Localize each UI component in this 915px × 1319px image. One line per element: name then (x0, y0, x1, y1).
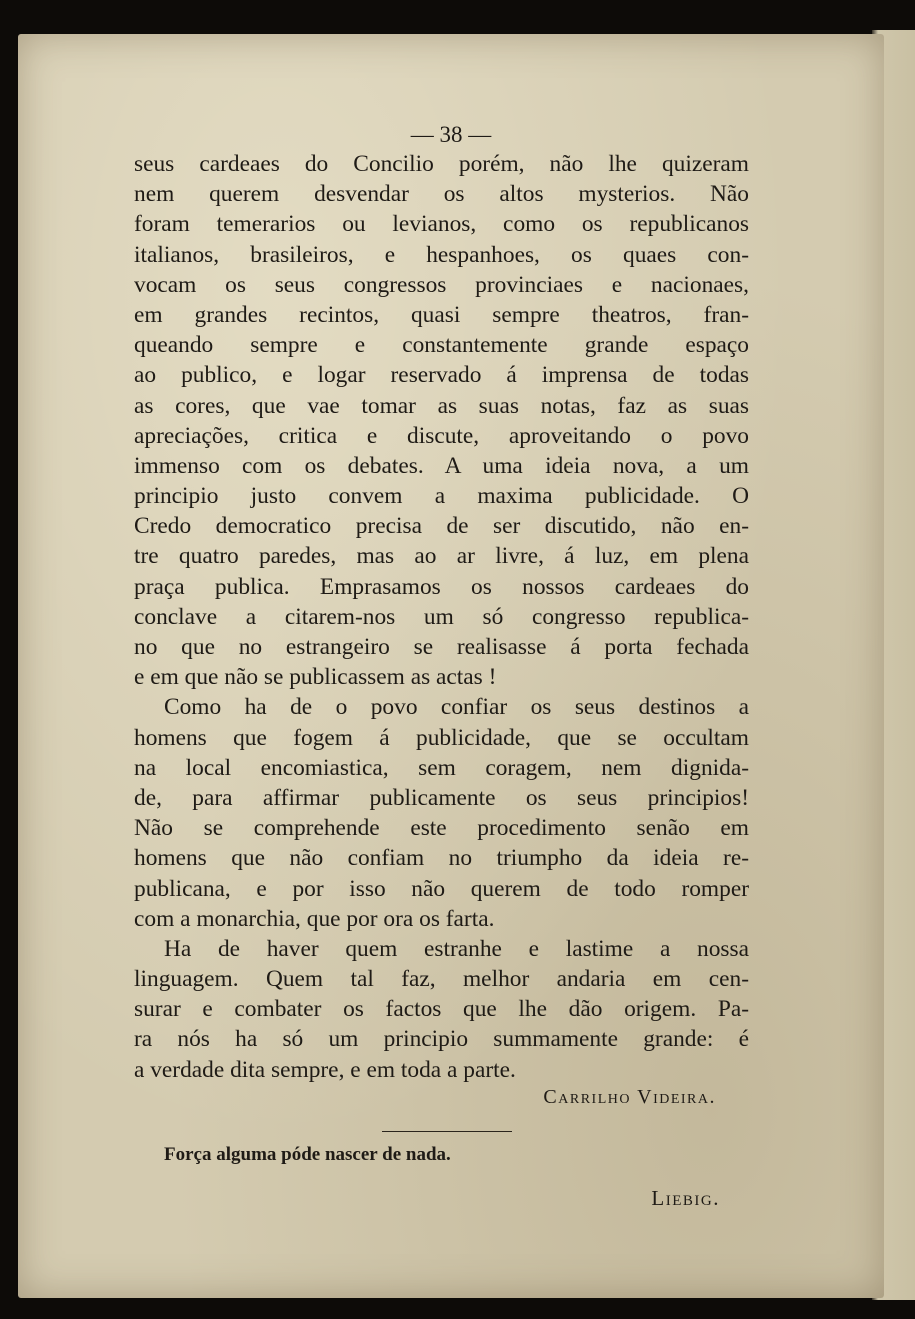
book-page (18, 34, 884, 1298)
text-line: queando sempre e constantemente grande espaço (134, 332, 749, 359)
text-line: foram temerarios ou levianos, como os republicanos (134, 211, 749, 238)
text-line: a verdade dita sempre, e em toda a parte. (134, 1056, 516, 1083)
text-line: Ha de haver quem estranhe e lastime a nossa (164, 935, 749, 962)
text-line: na local encomiastica, sem coragem, nem dignida- (134, 754, 749, 781)
separator-rule (382, 1131, 512, 1132)
body-text (134, 149, 749, 1085)
text-line: de, para affirmar publicamente os seus principios! (134, 784, 749, 811)
text-line: linguagem. Quem tal faz, melhor andaria em cen- (134, 966, 749, 993)
page-number: — 38 — (410, 122, 492, 147)
text-line: conclave a citarem-nos um só congresso republica- (134, 603, 749, 630)
text-line: Credo democratico precisa de ser discutido, não en- (134, 513, 749, 540)
text-line: em grandes recintos, quasi sempre theatros, fran- (134, 301, 749, 328)
text-line: publicana, e por isso não querem de todo romper (134, 875, 749, 902)
text-line: apreciações, critica e discute, aproveitando o povo (134, 422, 749, 449)
epigraph-quote: Força alguma póde nascer de nada. (164, 1144, 451, 1165)
text-line: com a monarchia, que por ora os farta. (134, 905, 495, 932)
text-line: as cores, que vae tomar as suas notas, faz as suas (134, 392, 749, 419)
text-line: ao publico, e logar reservado á imprensa de todas (134, 362, 749, 389)
text-line: praça publica. Emprasamos os nossos cardeaes do (134, 573, 749, 600)
text-line: tre quatro paredes, mas ao ar livre, á luz, em plena (134, 543, 749, 570)
text-line: homens que não confiam no triumpho da ideia re- (134, 845, 749, 872)
text-line: ra nós ha só um principio summamente grande: é (134, 1026, 749, 1053)
text-line: seus cardeaes do Concilio porém, não lhe quizeram (134, 151, 749, 177)
text-line: e em que não se publicassem as actas ! (134, 664, 497, 691)
article-signature: Carrilho Videira. (543, 1086, 716, 1108)
text-line: no que no estrangeiro se realisasse á porta fechada (134, 634, 749, 660)
text-line: Não se comprehende este procedimento senão em (134, 815, 749, 842)
text-line: principio justo convem a maxima publicidade. O (134, 483, 749, 510)
text-line: immenso com os debates. A uma ideia nova, a um (134, 452, 749, 479)
text-line: homens que fogem á publicidade, que se occultam (134, 724, 749, 751)
text-line: surar e combater os factos que lhe dão origem. Pa- (134, 996, 749, 1023)
text-line: nem querem desvendar os altos mysterios. Não (134, 181, 749, 208)
text-line: italianos, brasileiros, e hespanhoes, os quaes con- (134, 241, 749, 268)
text-line: Como ha de o povo confiar os seus destinos a (164, 694, 749, 721)
epigraph-author: Liebig. (651, 1186, 720, 1210)
text-line: vocam os seus congressos provinciaes e nacionaes, (134, 271, 749, 298)
